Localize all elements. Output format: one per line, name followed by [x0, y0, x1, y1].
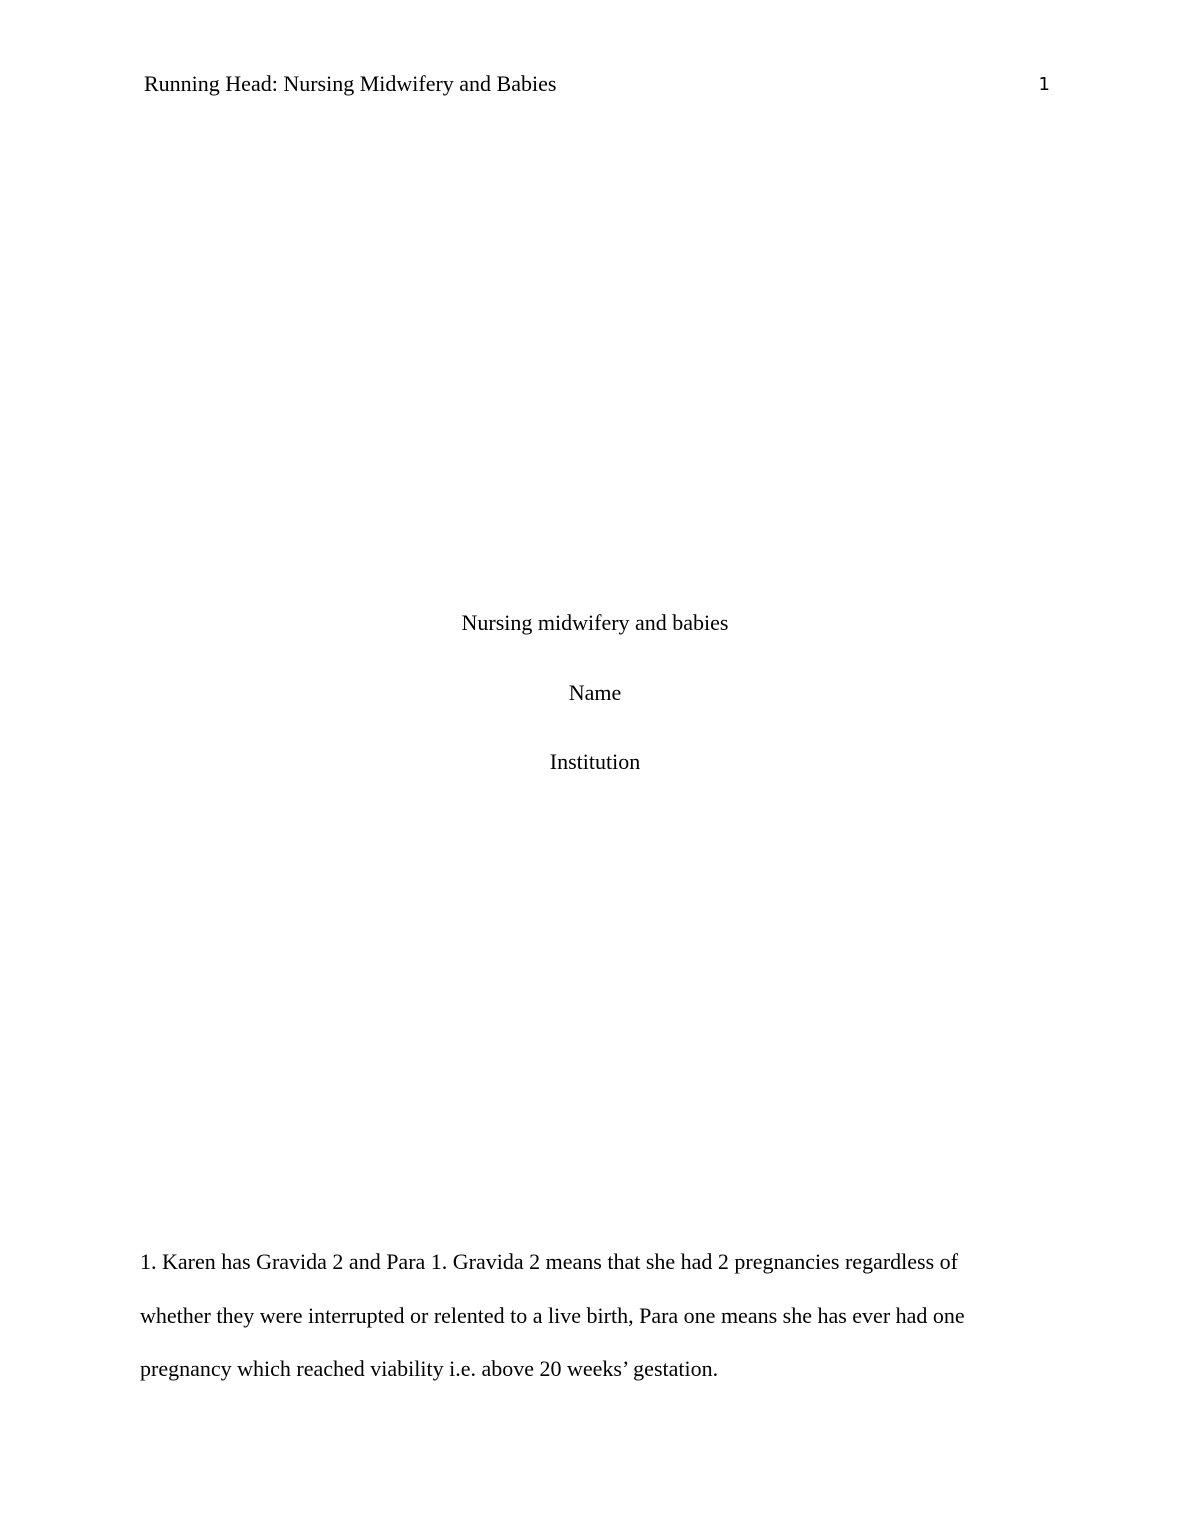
page-number: 1: [1038, 74, 1050, 95]
running-head: Running Head: Nursing Midwifery and Babies: [144, 71, 557, 96]
body-paragraph: [140, 1235, 1040, 1396]
institution: Institution: [549, 749, 641, 774]
body-line: 1. Karen has Gravida 2 and Para 1. Gravida 2 means that she had 2 pregnancies regardless of: [140, 1249, 958, 1274]
paper-title: Nursing midwifery and babies: [461, 610, 729, 635]
title-block: [0, 608, 1190, 817]
author-name: Name: [568, 679, 622, 705]
body-line: whether they were interrupted or relented to a live birth, Para one means she has ever had one: [140, 1302, 965, 1328]
body-line: pregnancy which reached viability i.e. above 20 weeks’ gestation.: [140, 1356, 719, 1381]
